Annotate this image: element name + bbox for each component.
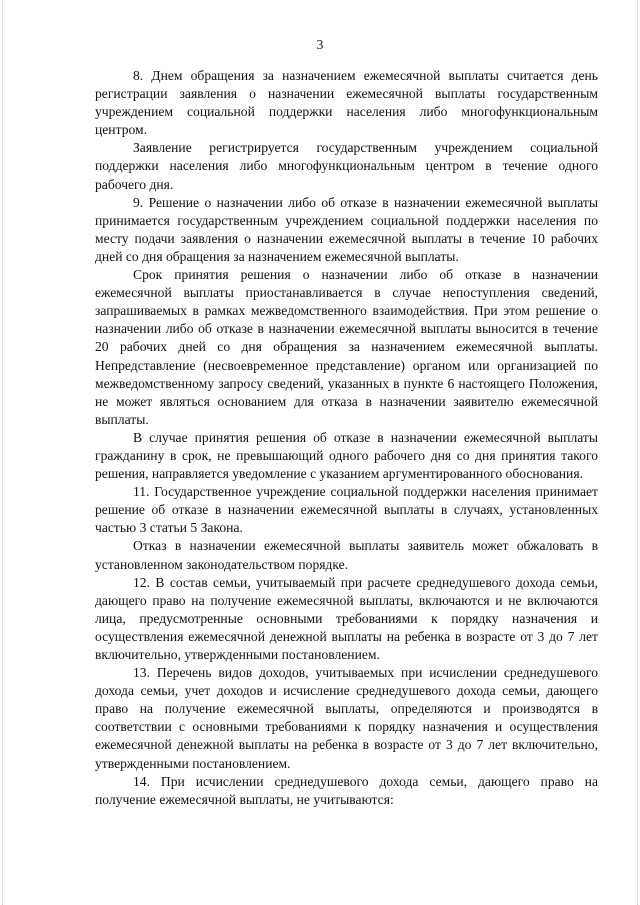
paragraph-13: 13. Перечень видов доходов, учитываемых при исчислении среднедушевого дохода семьи, учет доходов и исчисление среднедушевого дохода семьи, дающего право на получение ежемесячной выплаты, определяются и производятся в соответствии с основными требованиями к порядку назначения и осуществления ежемесячной денежной выплаты на ребенка в возрасте от 3 до 7 лет включительно, утвержденными постановлением. <box>95 665 598 771</box>
paragraph-8: 8. Днем обращения за назначением ежемесячной выплаты считается день регистрации заявления о назначении ежемесячной выплаты государственным учреждением социальной поддержки населения либо многофункциональным центром. <box>95 68 598 138</box>
paragraph-14: 14. При исчислении среднедушевого дохода семьи, дающего право на получение ежемесячной выплаты, не учитываются: <box>95 773 598 807</box>
paragraph-11: 11. Государственное учреждение социальной поддержки населения принимает решение об отказе в назначении ежемесячной выплаты в случаях, установленных частью 3 статьи 5 Закона. <box>95 484 598 536</box>
paragraph-9: 9. Решение о назначении либо об отказе в назначении ежемесячной выплаты принимается государственным учреждением социальной поддержки населения по месту подачи заявления о назначении ежемесячной выплаты в течение 10 рабочих дней со дня обращения за назначением ежемесячной выплаты. <box>95 194 598 264</box>
page-edge-left <box>2 0 3 905</box>
paragraph-11-appeal: Отказ в назначении ежемесячной выплаты заявитель может обжаловать в установленном законодательством порядке. <box>95 538 598 572</box>
paragraph-8-registration: Заявление регистрируется государственным учреждением социальной поддержки населения либо многофункциональным центром в течение одного рабочего дня. <box>95 140 598 192</box>
document-body <box>95 67 598 809</box>
page-number: 3 <box>316 37 324 52</box>
paragraph-9-term: Срок принятия решения о назначении либо об отказе в назначении ежемесячной выплаты приостанавливается в случае непоступления сведений, запрашиваемых в рамках межведомственного взаимодействия. При этом решение о назначении либо об отказе в назначении ежемесячной выплаты выносится в течение 20 рабочих дней со дня обращения за назначением ежемесячной выплаты. Непредставление (несвоевременное представление) органом или организацией по межведомственному запросу сведений, указанных в пункте 6 настоящего Положения, не может являться основанием для отказа в назначении заявителю ежемесячной выплаты. <box>95 267 598 427</box>
paragraph-12: 12. В состав семьи, учитываемый при расчете среднедушевого дохода семьи, дающего право на получение ежемесячной выплаты, включаются и не включаются лица, предусмотренные основными требованиями к порядку назначения и осуществления ежемесячной денежной выплаты на ребенка в возрасте от 3 до 7 лет включительно, утвержденными постановлением. <box>95 574 598 662</box>
page-edge-right <box>637 0 638 905</box>
paragraph-9-refusal-notice: В случае принятия решения об отказе в назначении ежемесячной выплаты гражданину в срок, не превышающий одного рабочего дня со дня принятия такого решения, направляется уведомление с указанием аргументированного обоснования. <box>95 429 598 482</box>
